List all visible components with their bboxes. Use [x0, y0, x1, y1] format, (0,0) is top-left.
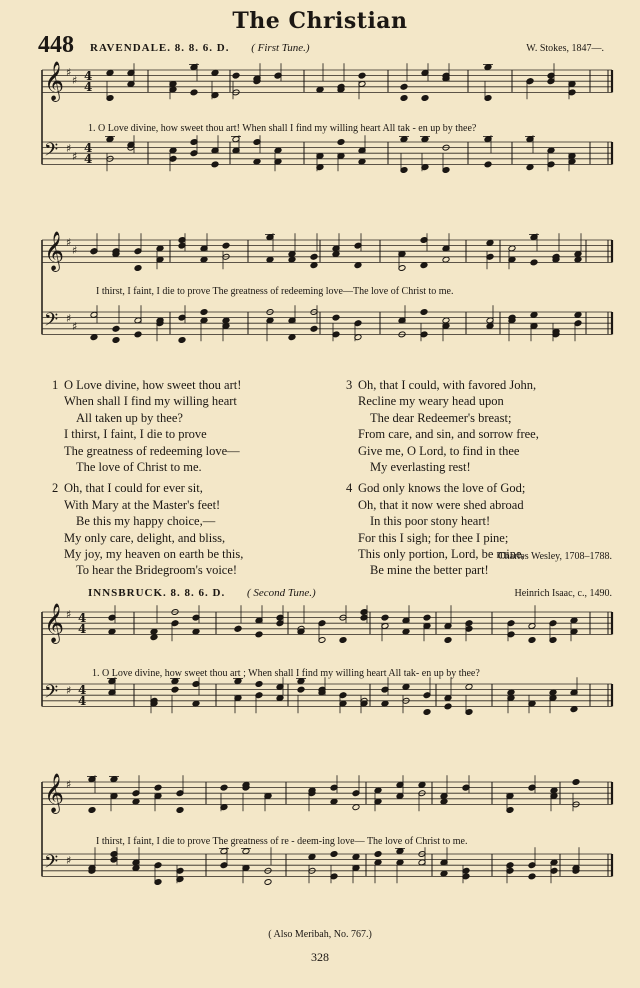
svg-text:♯: ♯	[66, 854, 72, 867]
page-number: 328	[311, 950, 329, 964]
verse-1	[52, 377, 322, 475]
svg-text:4: 4	[84, 141, 93, 155]
verse-author: Charles Wesley, 1708–1788.	[498, 551, 612, 562]
tune2-header	[88, 587, 316, 599]
svg-text:♯: ♯	[66, 66, 72, 79]
verse-number: 1	[52, 378, 59, 392]
svg-text:4: 4	[78, 622, 87, 636]
svg-text:4: 4	[78, 694, 87, 708]
svg-text:4: 4	[78, 683, 87, 697]
verse-line: In this poor stony heart!	[370, 514, 491, 529]
treble-clef-icon: 𝄞	[44, 61, 65, 101]
tune2-name: INNSBRUCK.	[88, 587, 167, 599]
verse-line: My only care, delight, and bliss,	[64, 530, 226, 545]
verses-left	[52, 377, 322, 579]
svg-text:♯: ♯	[72, 320, 78, 333]
verse-line: The greatness of redeeming love—	[64, 443, 240, 458]
verse-number: 2	[52, 481, 59, 496]
tune1-header	[90, 42, 310, 54]
tune2-lyrics-line1: 1. O Love divine, how sweet thou art ; When shall I find my willing heart All tak- en up by thee?	[92, 668, 480, 679]
verse-line: 1 O Love divine, how sweet thou art!	[52, 378, 242, 392]
verse-line: When shall I find my willing heart	[64, 394, 237, 409]
verse-line: The love of Christ to me.	[76, 460, 202, 475]
verse-line: My joy, my heaven on earth be this,	[64, 547, 244, 562]
tune2-meter: 8. 8. 6. D.	[170, 587, 226, 599]
bass-clef-icon: 𝄢	[44, 140, 59, 165]
verse-4	[346, 480, 616, 578]
verse-line: With Mary at the Master's feet!	[64, 497, 221, 512]
verse-2	[52, 480, 322, 578]
svg-text:4: 4	[78, 611, 87, 625]
verse-line: To hear the Bridegroom's voice!	[76, 563, 238, 578]
bass-clef-icon: 𝄢	[44, 852, 59, 877]
svg-text:♯: ♯	[66, 142, 72, 155]
verse-number: 4	[346, 481, 353, 496]
treble-clef-icon: 𝄞	[44, 773, 65, 813]
verse-line: The dear Redeemer's breast;	[370, 410, 512, 425]
verse-line: For this I sigh; for thee I pine;	[358, 530, 509, 545]
verse-line: 4 God only knows the love of God;	[346, 481, 526, 496]
verse-line: From care, and sin, and sorrow free,	[358, 427, 539, 442]
tune2-composer: Heinrich Isaac, c., 1490.	[514, 588, 612, 599]
verse-line: 3 Oh, that I could, with favored John,	[346, 378, 537, 392]
verse-line: Oh, that it now were shed abroad	[358, 497, 524, 512]
tune1-lyrics-line2: I thirst, I faint, I die to prove The greatness of redeeming love—The love of Christ to me.	[96, 286, 454, 297]
svg-text:♯: ♯	[66, 236, 72, 249]
score-tune1-system2	[30, 228, 620, 368]
verse-line: Give me, O Lord, to find in thee	[358, 443, 520, 458]
treble-clef-icon: 𝄞	[44, 603, 65, 643]
verse-line: Recline my weary head upon	[358, 394, 504, 409]
tune1-composer: W. Stokes, 1847—.	[526, 43, 604, 54]
svg-text:♯: ♯	[66, 778, 72, 791]
svg-text:♯: ♯	[66, 312, 72, 325]
svg-text:♯: ♯	[66, 608, 72, 621]
verse-line: This only portion, Lord, be mine,	[358, 547, 525, 562]
svg-text:4: 4	[84, 80, 93, 94]
treble-clef-icon: 𝄞	[44, 231, 65, 271]
verse-line: My everlasting rest!	[370, 460, 471, 475]
footnote: ( Also Meribah, No. 767.)	[268, 929, 372, 940]
tune1-meter: 8. 8. 6. D.	[174, 42, 230, 54]
verse-3	[346, 377, 616, 475]
tune1-note: ( First Tune.)	[251, 42, 310, 54]
verse-line: 2 Oh, that I could for ever sit,	[52, 481, 203, 496]
bass-clef-icon: 𝄢	[44, 310, 59, 335]
svg-text:♯: ♯	[72, 150, 78, 163]
tune2-note: ( Second Tune.)	[246, 587, 316, 599]
verse-line: I thirst, I faint, I die to prove	[64, 427, 207, 442]
verses-right	[346, 377, 616, 579]
svg-text:♯: ♯	[72, 244, 78, 257]
svg-text:4: 4	[84, 152, 93, 166]
svg-text:♯: ♯	[66, 684, 72, 697]
verse-line: Be this my happy choice,—	[76, 514, 216, 529]
hymn-number: 448	[38, 32, 74, 58]
verse-line: All taken up by thee?	[76, 410, 183, 425]
tune2-lyrics-line2: I thirst, I faint, I die to prove The greatness of re - deem-ing love— The love of Christ to me.	[96, 836, 468, 847]
verse-number: 3	[346, 378, 353, 392]
svg-text:4: 4	[84, 69, 93, 83]
tune1-lyrics-line1: 1. O Love divine, how sweet thou art! When shall I find my willing heart All tak - en up by thee?	[88, 123, 477, 134]
bass-clef-icon: 𝄢	[44, 682, 59, 707]
svg-text:♯: ♯	[72, 74, 78, 87]
verse-line: Be mine the better part!	[370, 563, 489, 578]
tune1-name: RAVENDALE.	[90, 42, 172, 54]
section-title: The Christian	[232, 8, 408, 34]
